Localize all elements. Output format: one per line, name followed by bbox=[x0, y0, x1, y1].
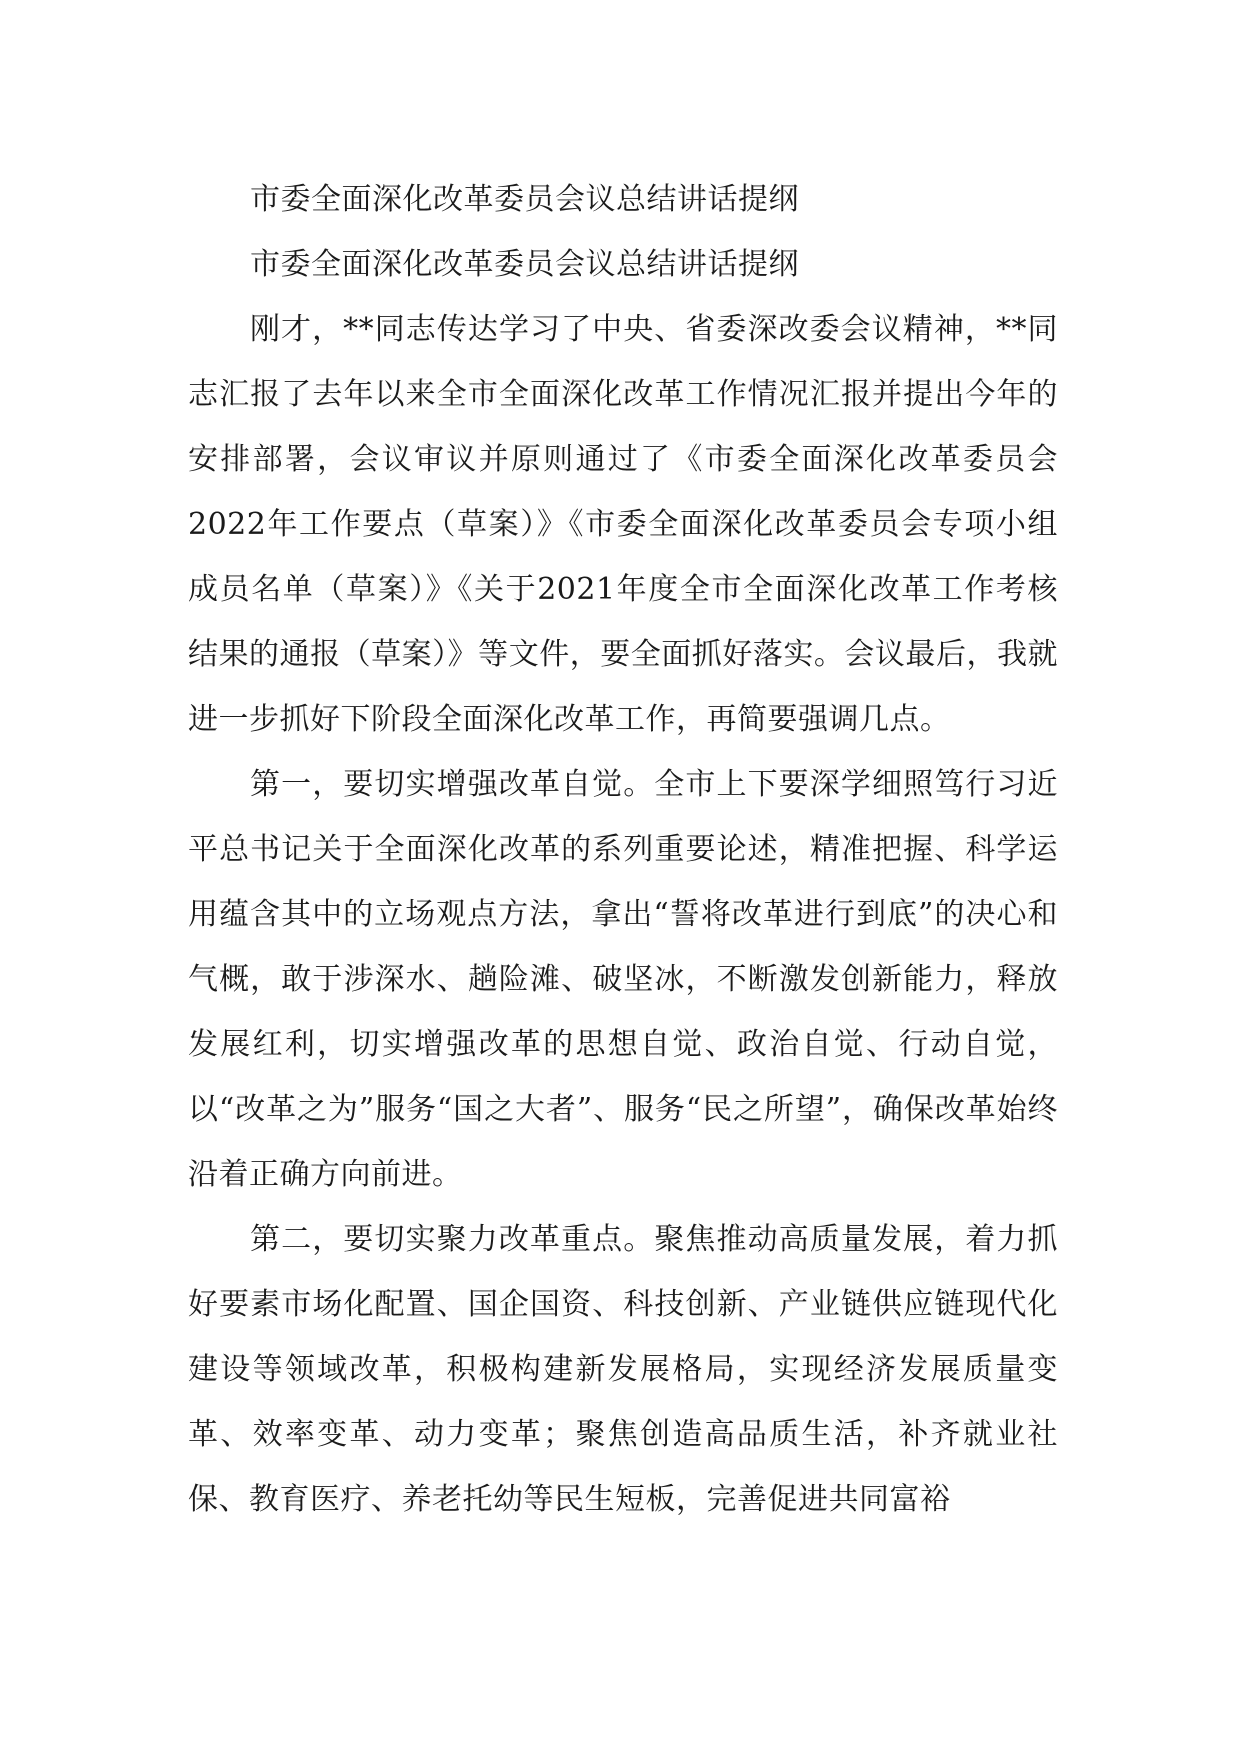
paragraph-point-two: 第二，要切实聚力改革重点。聚焦推动高质量发展，着力抓好要素市场化配置、国企国资、科技创新、产业链供应链现代化建设等领域改革，积极构建新发展格局，实现经济发展质量变革、效率变革、动力变革；聚焦创造高品质生活，补齐就业社保、教育医疗、养老托幼等民生短板，完善促进共同富裕 bbox=[188, 1222, 1058, 1517]
paragraph-opening: 刚才，**同志传达学习了中央、省委深改委会议精神，**同志汇报了去年以来全市全面深化改革工作情况汇报并提出今年的安排部署，会议审议并原则通过了《市委全面深化改革委员会2022年工作要点（草案）》《市委全面深化改革委员会专项小组成员名单（草案）》《关于2021年度全市全面深化改革工作考核结果的通报（草案）》等文件，要全面抓好落实。会议最后，我就进一步抓好下阶段全面深化改革工作，再简要强调几点。 bbox=[188, 312, 1058, 737]
document-body bbox=[188, 167, 1058, 1532]
document-heading-repeat: 市委全面深化改革委员会议总结讲话提纲 bbox=[250, 247, 799, 282]
paragraph-point-one: 第一，要切实增强改革自觉。全市上下要深学细照笃行习近平总书记关于全面深化改革的系列重要论述，精准把握、科学运用蕴含其中的立场观点方法，拿出“誓将改革进行到底”的决心和气概，敢于涉深水、趟险滩、破坚冰，不断激发创新能力，释放发展红利，切实增强改革的思想自觉、政治自觉、行动自觉，以“改革之为”服务“国之大者”、服务“民之所望”，确保改革始终沿着正确方向前进。 bbox=[188, 767, 1058, 1192]
document-heading: 市委全面深化改革委员会议总结讲话提纲 bbox=[250, 182, 799, 217]
